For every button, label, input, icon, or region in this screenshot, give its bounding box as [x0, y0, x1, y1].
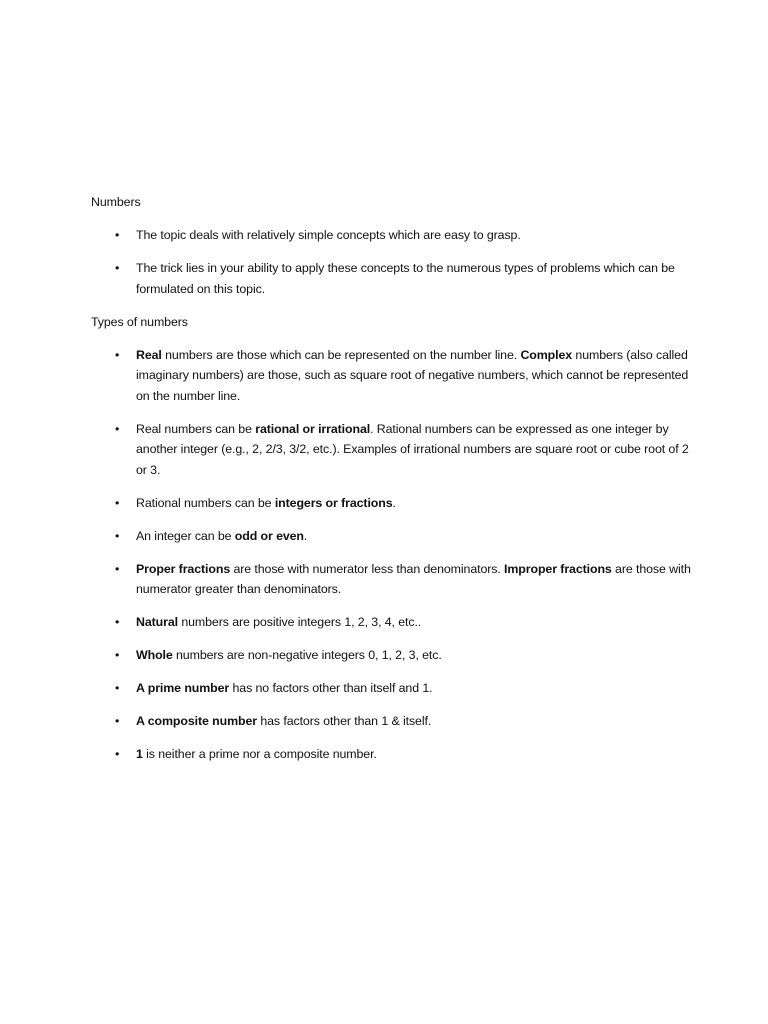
- bold-term: rational or irrational: [255, 421, 371, 436]
- bold-term: odd or even: [234, 528, 304, 543]
- bold-term: Real: [136, 347, 162, 362]
- bullet-text: Real numbers can be: [136, 421, 256, 436]
- list-item-one: [91, 744, 691, 765]
- list-item-natural: [91, 612, 691, 633]
- list-item-odd-even: [91, 526, 691, 547]
- bullet-text: are those with numerator greater than denominators.: [136, 561, 691, 596]
- list-item-integers-fractions: [91, 493, 691, 514]
- section-heading-numbers: Numbers: [91, 195, 141, 209]
- bullet-text: has factors other than 1 & itself.: [256, 714, 432, 728]
- bullet-text: .: [392, 495, 396, 510]
- bullet-text: has no factors other than itself and 1.: [229, 681, 433, 695]
- bullet-text: An integer can be: [136, 528, 235, 543]
- list-item-composite: [91, 711, 691, 732]
- bullet-text: are those with numerator less than denominators.: [230, 561, 505, 576]
- bold-term: 1: [136, 747, 143, 761]
- bullet-text: numbers (also called imaginary numbers) are those, such as square root of negative numbers, which cannot be represented on the number line.: [136, 347, 689, 403]
- list-item-prime: [91, 678, 691, 699]
- list-item: [91, 258, 691, 299]
- list-item-proper-improper: [91, 559, 691, 600]
- bold-term: Proper fractions: [136, 561, 231, 576]
- bold-term: Complex: [520, 347, 573, 362]
- section-heading-types-of-numbers: Types of numbers: [91, 314, 188, 329]
- bullet-text: .: [303, 528, 308, 543]
- bold-term: integers or fractions: [274, 495, 393, 510]
- bullet-text: Rational numbers can be: [136, 495, 275, 510]
- bullet-text: . Rational numbers can be expressed as one integer by another integer (e.g., 2, 2/3, 3/2, etc.). Examples of irrational numbers are square root or cube root of 2 or 3.: [136, 421, 689, 477]
- bullet-text: is neither a prime nor a composite number.: [142, 747, 377, 761]
- list-item: [91, 225, 691, 246]
- bold-term: Natural: [136, 615, 178, 629]
- bold-term: Improper fractions: [504, 561, 612, 576]
- bullet-text: The topic deals with relatively simple concepts which are easy to grasp.: [136, 228, 521, 242]
- bullet-text: numbers are non-negative integers 0, 1, 2, 3, etc.: [172, 648, 442, 662]
- document-body: [91, 192, 691, 765]
- bold-term: A composite number: [136, 714, 257, 728]
- numbers-bullet-list: [91, 225, 691, 299]
- bold-term: Whole: [136, 648, 173, 662]
- bold-term: A prime number: [136, 681, 230, 695]
- list-item-real-complex: [91, 345, 691, 407]
- list-item-whole: [91, 645, 691, 666]
- types-bullet-list: [91, 345, 691, 765]
- bullet-text: numbers are positive integers 1, 2, 3, 4, etc..: [178, 615, 422, 629]
- bullet-text: The trick lies in your ability to apply these concepts to the numerous types of problems which can be formulated on this topic.: [136, 261, 675, 296]
- bullet-text: numbers are those which can be represented on the number line.: [161, 347, 521, 362]
- list-item-rational-irrational: [91, 419, 691, 481]
